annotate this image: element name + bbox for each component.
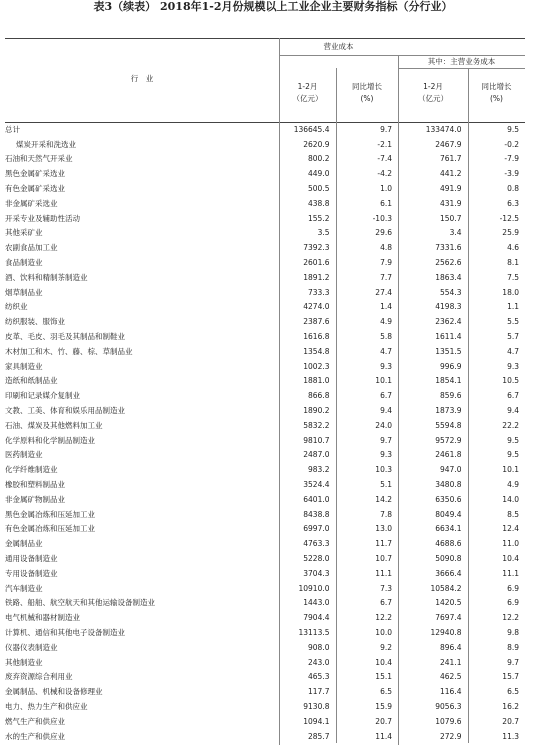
main-business-cost-growth-cell: 16.2 <box>468 699 525 714</box>
main-business-cost-growth-cell: 9.8 <box>468 625 525 640</box>
operating-cost-growth-cell: 13.0 <box>336 522 398 537</box>
operating-cost-cell: 285.7 <box>308 731 330 741</box>
industry-name-cell: 家具制造业 <box>5 361 43 371</box>
main-business-cost-growth-cell: -7.9 <box>468 152 525 167</box>
table-row <box>5 433 525 448</box>
cost-growth-unit-header: (%) <box>360 94 374 103</box>
main-business-cost-growth-cell: 8.9 <box>468 640 525 655</box>
main-business-cost-cell: 3666.4 <box>435 568 462 578</box>
operating-cost-growth-cell: 12.2 <box>336 610 398 625</box>
main-business-cost-cell: 2362.4 <box>435 317 462 327</box>
operating-cost-growth-cell: 10.4 <box>336 655 398 670</box>
main-business-cost-growth-cell: 9.5 <box>468 433 525 448</box>
table-row <box>5 714 525 729</box>
main-business-cost-cell: 241.1 <box>440 657 462 667</box>
table-body <box>5 122 525 743</box>
operating-cost-cell: 136645.4 <box>293 124 330 134</box>
table-row <box>5 359 525 374</box>
main-business-cost-growth-cell: -12.5 <box>468 211 525 226</box>
main-business-cost-cell: 2461.8 <box>435 450 462 460</box>
main-business-cost-growth-cell: 10.5 <box>468 374 525 389</box>
table-row <box>5 669 525 684</box>
main-business-cost-cell: 3480.8 <box>435 480 462 490</box>
main-business-cost-growth-cell: 4.6 <box>468 240 525 255</box>
operating-cost-growth-cell: 15.9 <box>336 699 398 714</box>
industry-name-cell: 皮革、毛皮、羽毛及其制品和制鞋业 <box>5 332 125 342</box>
operating-cost-cell: 9130.8 <box>303 701 330 711</box>
industry-name-cell: 燃气生产和供应业 <box>5 716 65 726</box>
operating-cost-cell: 2620.9 <box>303 139 330 149</box>
operating-cost-growth-cell: 1.0 <box>336 181 398 196</box>
operating-cost-growth-cell: 7.9 <box>336 255 398 270</box>
industry-name-cell: 木材加工和木、竹、藤、棕、草制品业 <box>5 346 133 356</box>
industry-name-cell: 有色金属冶炼和压延加工业 <box>5 524 95 534</box>
main-business-cost-cell: 8049.4 <box>435 509 462 519</box>
operating-cost-cell: 3524.4 <box>303 480 330 490</box>
operating-cost-growth-cell: 10.7 <box>336 551 398 566</box>
table-row <box>5 403 525 418</box>
operating-cost-cell: 6401.0 <box>303 494 330 504</box>
operating-cost-cell: 9810.7 <box>303 435 330 445</box>
subgroup-divider <box>398 68 525 69</box>
main-business-cost-growth-cell: 4.7 <box>468 344 525 359</box>
table-row <box>5 388 525 403</box>
main-business-cost-cell: 1079.6 <box>435 716 462 726</box>
operating-cost-growth-cell: 9.7 <box>336 433 398 448</box>
operating-cost-cell: 243.0 <box>308 657 330 667</box>
operating-cost-cell: 2387.6 <box>303 317 330 327</box>
main-business-cost-growth-cell: 25.9 <box>468 226 525 241</box>
industry-name-cell: 金属制品业 <box>5 539 43 549</box>
group-divider <box>279 55 525 56</box>
main-business-cost-cell: 2467.9 <box>435 139 462 149</box>
main-business-cost-cell: 5594.8 <box>435 420 462 430</box>
industry-name-cell: 石油和天然气开采业 <box>5 154 73 164</box>
main-growth-unit-header: (%) <box>490 94 503 103</box>
operating-cost-growth-cell: -4.2 <box>336 166 398 181</box>
main-business-cost-cell: 462.5 <box>440 672 462 682</box>
main-period-header: 1-2月 <box>423 82 443 91</box>
main-business-cost-growth-cell: 10.4 <box>468 551 525 566</box>
industry-name-cell: 非金属矿物制品业 <box>5 494 65 504</box>
main-business-cost-growth-cell: 7.5 <box>468 270 525 285</box>
operating-cost-growth-cell: 4.7 <box>336 344 398 359</box>
operating-cost-cell: 1002.3 <box>303 361 330 371</box>
operating-cost-cell: 1354.8 <box>303 346 330 356</box>
operating-cost-growth-cell: 7.8 <box>336 507 398 522</box>
main-business-cost-cell: 441.2 <box>440 169 462 179</box>
table-row <box>5 344 525 359</box>
industry-name-cell: 造纸和纸制品业 <box>5 376 58 386</box>
industry-name-cell: 其他采矿业 <box>5 228 43 238</box>
industry-name-cell: 总计 <box>5 124 20 134</box>
main-business-cost-growth-cell: 9.5 <box>468 122 525 137</box>
industry-name-cell: 仪器仪表制造业 <box>5 642 58 652</box>
main-business-cost-growth-cell: 14.0 <box>468 492 525 507</box>
main-business-cost-header: 其中：主营业务成本 <box>427 57 496 66</box>
main-business-cost-growth-cell: 11.1 <box>468 566 525 581</box>
main-business-cost-growth-cell: 6.7 <box>468 388 525 403</box>
operating-cost-cell: 155.2 <box>308 213 330 223</box>
cost-period-header: 1-2月 <box>297 82 318 91</box>
top-rule <box>5 38 525 39</box>
main-business-cost-cell: 1611.4 <box>435 332 462 342</box>
industry-name-cell: 黑色金属矿采选业 <box>5 169 65 179</box>
operating-cost-growth-cell: 27.4 <box>336 285 398 300</box>
industry-name-cell: 橡胶和塑料制品业 <box>5 480 65 490</box>
main-growth-header: 同比增长 <box>481 82 512 91</box>
industry-name-cell: 通用设备制造业 <box>5 554 58 563</box>
industry-name-cell: 石油、煤炭及其他燃料加工业 <box>5 420 103 430</box>
operating-cost-growth-cell: 1.4 <box>336 300 398 315</box>
operating-cost-cell: 7904.4 <box>303 613 330 623</box>
operating-cost-cell: 2487.0 <box>303 450 330 460</box>
industry-name-cell: 酒、饮料和精制茶制造业 <box>5 272 88 282</box>
operating-cost-growth-cell: 4.9 <box>336 314 398 329</box>
table-row <box>5 492 525 507</box>
operating-cost-cell: 1890.2 <box>303 406 330 416</box>
table-row <box>5 240 525 255</box>
operating-cost-growth-cell: 6.7 <box>336 388 398 403</box>
table-row <box>5 581 525 596</box>
table-row <box>5 166 525 181</box>
operating-cost-cell: 465.3 <box>308 672 330 682</box>
main-business-cost-growth-cell: 5.7 <box>468 329 525 344</box>
industry-name-cell: 纺织服装、服饰业 <box>5 317 65 327</box>
operating-cost-growth-cell: 6.1 <box>336 196 398 211</box>
operating-cost-growth-cell: -7.4 <box>336 152 398 167</box>
industry-name-cell: 其他制造业 <box>5 657 43 667</box>
operating-cost-growth-cell: 9.3 <box>336 359 398 374</box>
table-row <box>5 122 525 137</box>
operating-cost-growth-cell: 9.4 <box>336 403 398 418</box>
operating-cost-cell: 5832.2 <box>303 420 330 430</box>
main-business-cost-cell: 1351.5 <box>435 346 462 356</box>
main-business-cost-growth-cell: -3.9 <box>468 166 525 181</box>
main-business-cost-growth-cell: 4.9 <box>468 477 525 492</box>
main-business-cost-cell: 3.4 <box>449 228 462 238</box>
main-business-cost-growth-cell: 15.7 <box>468 669 525 684</box>
operating-cost-growth-cell: 10.3 <box>336 462 398 477</box>
operating-cost-cell: 500.5 <box>308 184 330 194</box>
operating-cost-header: 营业成本 <box>323 42 354 51</box>
main-business-cost-growth-cell: 12.4 <box>468 522 525 537</box>
financial-indicators-table <box>5 122 525 743</box>
table-row <box>5 418 525 433</box>
operating-cost-cell: 4274.0 <box>303 302 330 312</box>
table-row <box>5 314 525 329</box>
operating-cost-growth-cell: 7.7 <box>336 270 398 285</box>
table-row <box>5 137 525 152</box>
industry-name-cell: 化学纤维制造业 <box>5 465 58 475</box>
industry-name-cell: 废弃资源综合利用业 <box>5 672 73 682</box>
main-business-cost-growth-cell: 0.8 <box>468 181 525 196</box>
main-business-cost-growth-cell: 6.3 <box>468 196 525 211</box>
table-row <box>5 729 525 744</box>
page-title: 表3（续表） 2018年1-2月份规模以上工业企业主要财务指标（分行业） <box>93 0 453 13</box>
main-business-cost-cell: 896.4 <box>440 642 462 652</box>
industry-name-cell: 水的生产和供应业 <box>5 731 65 741</box>
operating-cost-cell: 10910.0 <box>298 583 330 593</box>
main-business-cost-cell: 554.3 <box>440 287 462 297</box>
table-row <box>5 255 525 270</box>
operating-cost-cell: 449.0 <box>308 169 330 179</box>
table-row <box>5 625 525 640</box>
industry-name-cell: 汽车制造业 <box>5 583 43 593</box>
industry-name-cell: 有色金属矿采选业 <box>5 184 65 194</box>
main-business-cost-growth-cell: 11.0 <box>468 536 525 551</box>
table-row <box>5 566 525 581</box>
main-business-cost-cell: 12940.8 <box>430 627 462 637</box>
industry-name-cell: 专用设备制造业 <box>5 568 58 578</box>
operating-cost-cell: 733.3 <box>308 287 330 297</box>
main-business-cost-cell: 133474.0 <box>425 124 462 134</box>
table-row <box>5 536 525 551</box>
table-row <box>5 462 525 477</box>
main-business-cost-growth-cell: 10.1 <box>468 462 525 477</box>
operating-cost-cell: 2601.6 <box>303 258 330 268</box>
operating-cost-growth-cell: 24.0 <box>336 418 398 433</box>
operating-cost-cell: 3.5 <box>317 228 330 238</box>
main-business-cost-cell: 7697.4 <box>435 613 462 623</box>
industry-name-cell: 医药制造业 <box>5 450 43 460</box>
industry-name-cell: 计算机、通信和其他电子设备制造业 <box>5 627 125 637</box>
main-business-cost-cell: 4198.3 <box>435 302 462 312</box>
operating-cost-cell: 1094.1 <box>303 716 330 726</box>
main-business-cost-cell: 761.7 <box>440 154 462 164</box>
main-business-cost-growth-cell: 9.7 <box>468 655 525 670</box>
table-row <box>5 699 525 714</box>
industry-name-cell: 电气机械和器材制造业 <box>5 613 80 623</box>
industry-name-cell: 文教、工美、体育和娱乐用品制造业 <box>5 406 125 416</box>
operating-cost-growth-cell: 9.3 <box>336 448 398 463</box>
main-business-cost-growth-cell: 8.5 <box>468 507 525 522</box>
table-row <box>5 507 525 522</box>
main-business-cost-growth-cell: 22.2 <box>468 418 525 433</box>
operating-cost-cell: 800.2 <box>308 154 330 164</box>
main-business-cost-cell: 996.9 <box>440 361 462 371</box>
main-business-cost-growth-cell: 5.5 <box>468 314 525 329</box>
operating-cost-cell: 866.8 <box>308 391 330 401</box>
main-business-cost-cell: 859.6 <box>440 391 462 401</box>
operating-cost-growth-cell: 11.1 <box>336 566 398 581</box>
table-row <box>5 329 525 344</box>
operating-cost-growth-cell: 9.7 <box>336 122 398 137</box>
main-business-cost-cell: 272.9 <box>440 731 462 741</box>
industry-name-cell: 电力、热力生产和供应业 <box>5 701 88 711</box>
table-row <box>5 196 525 211</box>
industry-name-cell: 化学原料和化学制品制造业 <box>5 435 95 445</box>
operating-cost-growth-cell: 10.0 <box>336 625 398 640</box>
operating-cost-growth-cell: 6.7 <box>336 596 398 611</box>
table-row <box>5 640 525 655</box>
main-business-cost-growth-cell: 11.3 <box>468 729 525 744</box>
table-row <box>5 655 525 670</box>
main-unit-header: （亿元） <box>418 94 448 103</box>
table-row <box>5 300 525 315</box>
main-business-cost-cell: 6634.1 <box>435 524 462 534</box>
main-business-cost-cell: 150.7 <box>440 213 462 223</box>
operating-cost-growth-cell: -10.3 <box>336 211 398 226</box>
table-row <box>5 684 525 699</box>
main-business-cost-growth-cell: 8.1 <box>468 255 525 270</box>
industry-name-cell: 开采专业及辅助性活动 <box>5 213 80 223</box>
main-business-cost-cell: 1873.9 <box>435 406 462 416</box>
table-row <box>5 522 525 537</box>
operating-cost-growth-cell: 5.8 <box>336 329 398 344</box>
industry-name-cell: 铁路、船舶、航空航天和其他运输设备制造业 <box>5 598 155 608</box>
industry-name-cell: 非金属矿采选业 <box>5 198 58 208</box>
operating-cost-cell: 13113.5 <box>298 627 330 637</box>
main-business-cost-cell: 9056.3 <box>435 701 462 711</box>
main-business-cost-cell: 1420.5 <box>435 598 462 608</box>
operating-cost-growth-cell: 14.2 <box>336 492 398 507</box>
main-business-cost-cell: 4688.6 <box>435 539 462 549</box>
industry-header: 行 业 <box>130 74 154 83</box>
operating-cost-growth-cell: 7.3 <box>336 581 398 596</box>
data-table-frame <box>5 38 525 745</box>
main-business-cost-cell: 2562.6 <box>435 258 462 268</box>
operating-cost-cell: 438.8 <box>308 198 330 208</box>
main-business-cost-cell: 6350.6 <box>435 494 462 504</box>
operating-cost-cell: 4763.3 <box>303 539 330 549</box>
main-business-cost-growth-cell: 9.5 <box>468 448 525 463</box>
table-row <box>5 448 525 463</box>
table-row <box>5 211 525 226</box>
industry-name-cell: 印刷和记录媒介复制业 <box>5 391 80 401</box>
table-row <box>5 270 525 285</box>
table-row <box>5 610 525 625</box>
main-business-cost-growth-cell: 9.3 <box>468 359 525 374</box>
table-row <box>5 551 525 566</box>
operating-cost-cell: 5228.0 <box>303 554 330 563</box>
main-business-cost-cell: 10584.2 <box>430 583 462 593</box>
industry-name-cell: 黑色金属冶炼和压延加工业 <box>5 509 95 519</box>
operating-cost-cell: 6997.0 <box>303 524 330 534</box>
table-row <box>5 477 525 492</box>
table-row <box>5 374 525 389</box>
industry-name-cell: 农副食品加工业 <box>5 243 58 253</box>
table-row <box>5 181 525 196</box>
operating-cost-growth-cell: 29.6 <box>336 226 398 241</box>
main-business-cost-cell: 431.9 <box>440 198 462 208</box>
operating-cost-growth-cell: 4.8 <box>336 240 398 255</box>
table-row <box>5 152 525 167</box>
main-business-cost-growth-cell: -0.2 <box>468 137 525 152</box>
main-business-cost-growth-cell: 6.5 <box>468 684 525 699</box>
operating-cost-cell: 3704.3 <box>303 568 330 578</box>
table-row <box>5 596 525 611</box>
operating-cost-cell: 1443.0 <box>303 598 330 608</box>
main-business-cost-cell: 9572.9 <box>435 435 462 445</box>
operating-cost-cell: 1616.8 <box>303 332 330 342</box>
operating-cost-growth-cell: 6.5 <box>336 684 398 699</box>
operating-cost-cell: 7392.3 <box>303 243 330 253</box>
main-business-cost-growth-cell: 9.4 <box>468 403 525 418</box>
cost-unit-header: （亿元） <box>292 94 323 103</box>
main-business-cost-cell: 491.9 <box>440 184 462 194</box>
industry-name-cell: 煤炭开采和洗选业 <box>16 139 76 149</box>
operating-cost-cell: 983.2 <box>308 465 330 475</box>
main-business-cost-growth-cell: 18.0 <box>468 285 525 300</box>
operating-cost-growth-cell: 10.1 <box>336 374 398 389</box>
operating-cost-growth-cell: -2.1 <box>336 137 398 152</box>
industry-name-cell: 食品制造业 <box>5 258 43 268</box>
main-business-cost-cell: 947.0 <box>440 465 462 475</box>
operating-cost-cell: 1891.2 <box>303 272 330 282</box>
main-business-cost-growth-cell: 6.9 <box>468 581 525 596</box>
cost-growth-header: 同比增长 <box>352 82 382 91</box>
operating-cost-cell: 117.7 <box>308 687 330 697</box>
operating-cost-growth-cell: 11.7 <box>336 536 398 551</box>
main-business-cost-growth-cell: 20.7 <box>468 714 525 729</box>
operating-cost-cell: 1881.0 <box>303 376 330 386</box>
industry-name-cell: 纺织业 <box>5 302 28 312</box>
industry-name-cell: 烟草制品业 <box>5 287 43 297</box>
operating-cost-growth-cell: 15.1 <box>336 669 398 684</box>
main-business-cost-growth-cell: 6.9 <box>468 596 525 611</box>
main-business-cost-cell: 1854.1 <box>435 376 462 386</box>
main-business-cost-cell: 116.4 <box>440 687 462 697</box>
table-row <box>5 226 525 241</box>
operating-cost-growth-cell: 20.7 <box>336 714 398 729</box>
industry-name-cell: 金属制品、机械和设备修理业 <box>5 687 103 697</box>
main-business-cost-cell: 1863.4 <box>435 272 462 282</box>
main-business-cost-growth-cell: 1.1 <box>468 300 525 315</box>
operating-cost-cell: 908.0 <box>308 642 330 652</box>
operating-cost-cell: 8438.8 <box>303 509 330 519</box>
table-row <box>5 285 525 300</box>
main-business-cost-cell: 5090.8 <box>435 554 462 563</box>
operating-cost-growth-cell: 9.2 <box>336 640 398 655</box>
operating-cost-growth-cell: 5.1 <box>336 477 398 492</box>
main-business-cost-growth-cell: 12.2 <box>468 610 525 625</box>
operating-cost-growth-cell: 11.4 <box>336 729 398 744</box>
main-business-cost-cell: 7331.6 <box>435 243 462 253</box>
